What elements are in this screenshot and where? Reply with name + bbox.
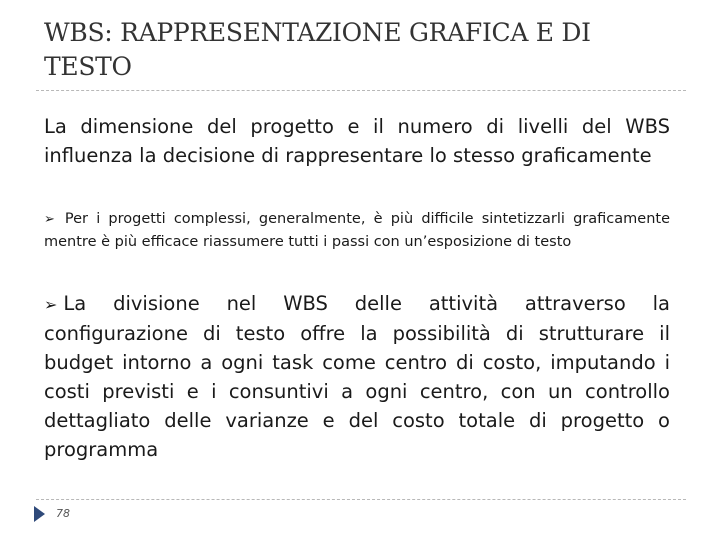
arrow-bullet-icon: ➢ xyxy=(44,212,55,227)
title-divider xyxy=(36,90,686,91)
bullet-text: Per i progetti complessi, generalmente, è più difficile sintetizzarli graficamente mentre è più efficace riassumere tutti i passi con un’esposizione di testo xyxy=(44,211,670,250)
bullet-item-complex-projects xyxy=(44,208,670,254)
arrow-bullet-icon: ➢ xyxy=(44,295,58,314)
footer-divider xyxy=(36,499,686,500)
page-number: 78 xyxy=(56,507,70,520)
intro-paragraph: La dimensione del progetto e il numero di livelli del WBS influenza la decisione di rappresentare lo stesso graficamente xyxy=(44,115,670,167)
triangle-marker-icon xyxy=(34,506,45,522)
slide-title: WBS: RAPPRESENTAZIONE GRAFICA E DI TESTO xyxy=(44,18,591,81)
bullet-item-wbs-division xyxy=(44,289,670,464)
bullet-text: La divisione nel WBS delle attività attraverso la configurazione di testo offre la possibilità di strutturare il budget intorno a ogni task come centro di costo, imputando i costi previsti e i consuntivi a ogni centro, con un controllo dettagliato delle varianze e del costo totale di progetto o programma xyxy=(44,292,670,461)
